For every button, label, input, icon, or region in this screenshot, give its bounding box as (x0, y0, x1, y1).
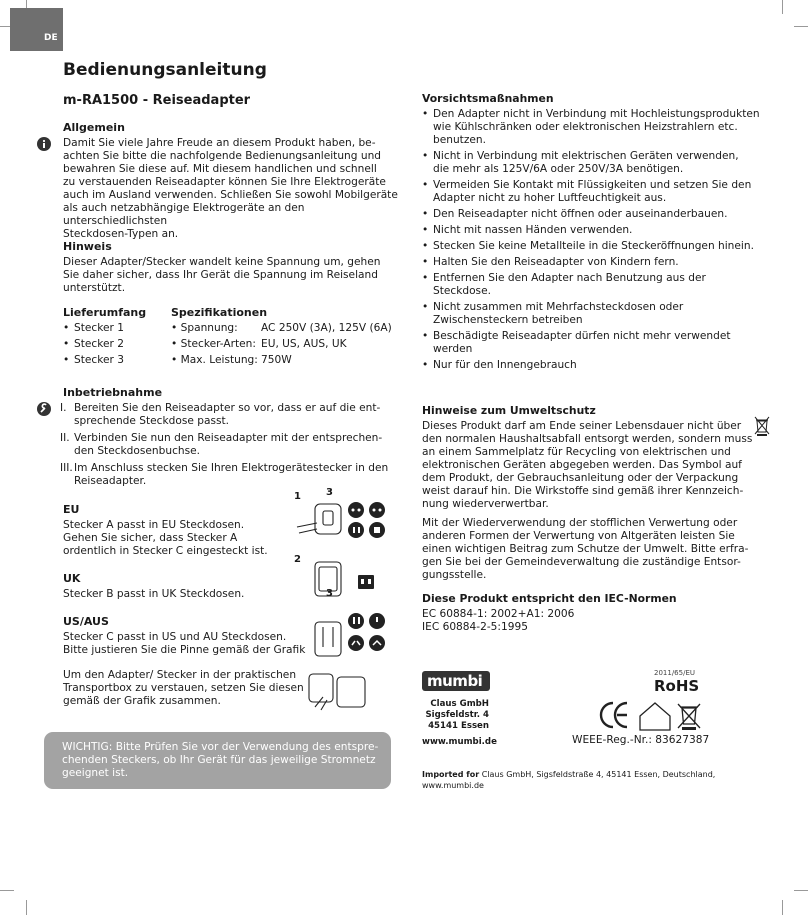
setup-heading: Inbetriebnahme (63, 386, 163, 399)
iec-heading: Diese Produkt entspricht den IEC-Normen (422, 592, 677, 605)
list-item: • Halten Sie den Reiseadapter von Kindern fern. (422, 256, 762, 269)
plug-diagram (293, 487, 393, 717)
precautions-section (422, 92, 762, 375)
table-row: • Spannung: AC 250V (3A), 125V (6A) (171, 322, 392, 334)
certification-marks (596, 699, 706, 731)
website-link[interactable]: www.mumbi.de (422, 737, 497, 747)
iec-text: EC 60884-1: 2002+A1: 2006 IEC 60884-2-5:1995 (422, 608, 575, 633)
figure-label: 1 (294, 491, 301, 502)
crop-mark (0, 890, 14, 891)
list-item: • Stecken Sie keine Metallteile in die Steckeröffnungen hinein. (422, 240, 762, 253)
list-item: • Nicht zusammen mit Mehrfachsteckdosen oder Zwischensteckern betreiben (422, 301, 762, 327)
product-title: m-RA1500 - Reiseadapter (63, 93, 251, 108)
list-item: I. Bereiten Sie den Reiseadapter so vor, dass er auf die ent- sprechende Steckdose passt. (60, 402, 381, 427)
uk-text: Stecker B passt in UK Steckdosen. (63, 588, 245, 600)
language-tab (10, 8, 63, 51)
warning-box (44, 732, 391, 789)
uk-section (63, 572, 293, 601)
iec-section (422, 592, 762, 634)
list-item: II. Verbinden Sie nun den Reiseadapter mit der entsprechen- den Steckdosenbuchse. (60, 432, 383, 457)
crop-mark (794, 26, 808, 27)
page-title: Bedienungsanleitung (63, 60, 267, 80)
figure-label: 3 (326, 588, 333, 599)
note-text: Dieser Adapter/Stecker wandelt keine Spannung um, gehen Sie daher sicher, dass Ihr Gerät die Spannung im Reiseland unterstützt. (63, 256, 381, 294)
list-item: • Den Reiseadapter nicht öffnen oder auseinanderbauen. (422, 208, 762, 221)
crop-mark (782, 900, 783, 915)
precautions-heading: Vorsichtsmaßnahmen (422, 92, 554, 105)
environment-text-2: Mit der Wiederverwendung der stofflichen Verwertung oder anderen Formen der Verwertung von Altgeräten leisten Sie einen wichtigen Beitrag zum Schutze der Umwelt. Bitte erfra- gen Sie bei der Gemeindeverwaltung die zuständige Entsor- gungsstelle. (422, 517, 749, 581)
info-icon (37, 137, 51, 151)
specs-section (171, 306, 403, 370)
wrench-icon (37, 402, 51, 416)
rohs-mark: RoHS (654, 677, 700, 695)
table-row: • Stecker-Arten: EU, US, AUS, UK (171, 338, 347, 350)
list-item: III. Im Anschluss stecken Sie Ihren Elektrogerätestecker in den Reiseadapter. (60, 462, 389, 487)
crop-mark (26, 900, 27, 915)
specs-heading: Spezifikationen (171, 306, 268, 319)
usaus-section (63, 615, 313, 657)
weee-bin-icon (754, 416, 770, 436)
company-address: Claus GmbH Sigsfeldstr. 4 45141 Essen (425, 699, 489, 731)
language-label: DE (44, 33, 58, 43)
table-row: • Max. Leistung: 750W (171, 354, 292, 366)
crop-mark (782, 0, 783, 14)
import-note: Imported for Claus GmbH, Sigsfeldstraße 4, 45141 Essen, Deutschland, www.mumbi.de (422, 770, 716, 790)
scope-heading: Lieferumfang (63, 306, 147, 319)
note-heading: Hinweis (63, 240, 112, 253)
list-item: • Nur für den Innengebrauch (422, 359, 762, 372)
general-section (63, 121, 403, 241)
environment-heading: Hinweise zum Umweltschutz (422, 404, 596, 417)
scope-section (63, 306, 168, 370)
list-item: • Vermeiden Sie Kontakt mit Flüssigkeiten und setzen Sie den Adapter nicht zu hoher Luftfeuchtigkeit aus. (422, 179, 762, 205)
usaus-heading: US/AUS (63, 615, 109, 628)
figure-label: 3 (326, 487, 333, 498)
environment-text-1: Dieses Produkt darf am Ende seiner Lebensdauer nicht über den normalen Haushaltsabfall entsorgt werden, sondern muss an einem Sammelplatz für Recycling von elektrischen und elektronischen Geräten abgegeben werden. Das Symbol auf dem Produkt, der Gebrauchsanleitung oder der Verpackung weist darauf hin. Die Wirkstoffe sind gemäß ihrer Kennzeich- nung wiederverwertbar. (422, 420, 753, 510)
general-heading: Allgemein (63, 121, 125, 134)
uk-heading: UK (63, 572, 81, 585)
eu-section (63, 503, 293, 558)
general-text: Damit Sie viele Jahre Freude an diesem Produkt haben, be- achten Sie bitte die nachfolgende Bedienungsanleitung und bewahren Sie diese auf. Mit diesem handlichen und schnell zu verstauenden Reiseadapter können Sie Ihre Elektrogeräte auch im Ausland verwenden. Schließen Sie sowohl Mobilgeräte als auch netzabhängige Elektrogeräte an den unterschiedlichsten Steckdosen-Typen an. (63, 137, 398, 240)
list-item: • Nicht in Verbindung mit elektrischen Geräten verwenden, die mehr als 125V/6A oder 250V/3A benötigen. (422, 150, 762, 176)
warning-text: WICHTIG: Bitte Prüfen Sie vor der Verwendung des entspre- chenden Steckers, ob Ihr Gerät für das jeweilige Stromnetz geeignet ist. (62, 741, 379, 779)
figure-label: 2 (294, 554, 301, 565)
list-item: • Entfernen Sie den Adapter nach Benutzung aus der Steckdose. (422, 272, 762, 298)
usaus-text: Stecker C passt in US und AU Steckdosen. Bitte justieren Sie die Pinne gemäß der Grafik (63, 631, 306, 656)
rohs-directive: 2011/65/EU (654, 669, 695, 677)
eu-text: Stecker A passt in EU Steckdosen. Gehen Sie sicher, dass Stecker A ordentlich in Stecker C eingesteckt ist. (63, 519, 268, 557)
environment-section (422, 404, 762, 582)
plug-illustration (293, 497, 393, 717)
list-item: • Stecker 2 (63, 338, 168, 351)
storage-text: Um den Adapter/ Stecker in der praktischen Transportbox zu verstauen, setzen Sie diesen gemäß der Grafik zusammen. (63, 669, 304, 707)
setup-section (60, 386, 393, 492)
list-item: • Stecker 1 (63, 322, 168, 335)
list-item: • Beschädigte Reiseadapter dürfen nicht mehr verwendet werden (422, 330, 762, 356)
crop-mark (794, 890, 808, 891)
list-item: • Stecker 3 (63, 354, 168, 367)
note-section (63, 240, 403, 295)
weee-registration: WEEE-Reg.-Nr.: 83627387 (572, 734, 710, 746)
list-item: • Nicht mit nassen Händen verwenden. (422, 224, 762, 237)
brand-logo: mumbi (422, 671, 490, 691)
eu-heading: EU (63, 503, 80, 516)
list-item: • Den Adapter nicht in Verbindung mit Hochleistungsprodukten wie Kühlschränken oder elektronischen Heizstrahlern etc. benutzen. (422, 108, 762, 147)
